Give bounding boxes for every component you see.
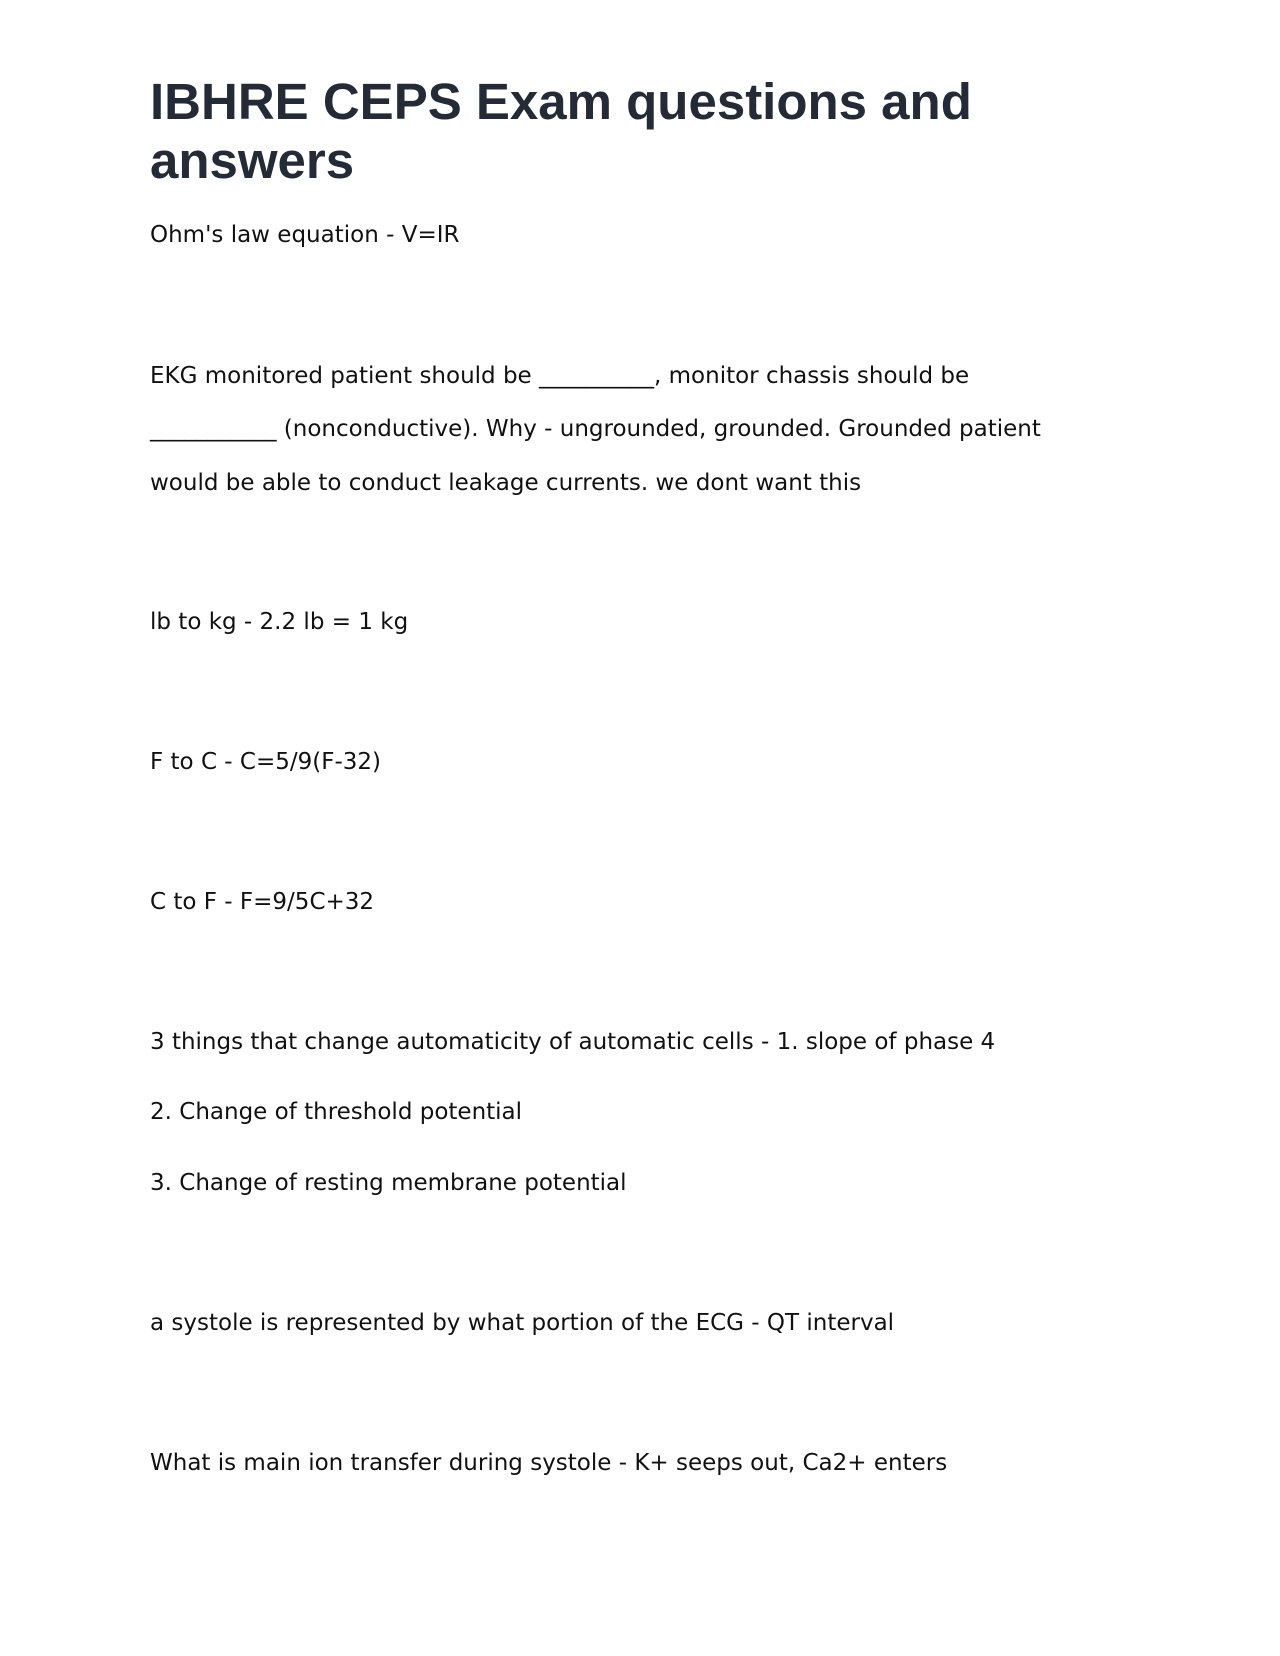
qa-c-to-f: C to F - F=9/5C+32 — [150, 889, 375, 915]
qa-lb-to-kg: lb to kg - 2.2 lb = 1 kg — [150, 609, 409, 635]
qa-systole-ecg: a systole is represented by what portion of the ECG - QT interval — [150, 1310, 895, 1336]
qa-ohms-law: Ohm's law equation - V=IR — [150, 222, 460, 248]
qa-ekg-grounding-line-2: ___________ (nonconductive). Why - ungrounded, grounded. Grounded patient — [150, 416, 1041, 442]
qa-ion-transfer: What is main ion transfer during systole - K+ seeps out, Ca2+ enters — [150, 1450, 948, 1476]
qa-automaticity-line-3: 3. Change of resting membrane potential — [150, 1170, 627, 1196]
qa-ekg-grounding-line-1: EKG monitored patient should be __________, monitor chassis should be — [150, 363, 970, 389]
qa-automaticity-line-2: 2. Change of threshold potential — [150, 1099, 523, 1125]
qa-automaticity-line-1: 3 things that change automaticity of automatic cells - 1. slope of phase 4 — [150, 1029, 996, 1055]
qa-f-to-c: F to C - C=5/9(F-32) — [150, 749, 382, 775]
page-title: IBHRE CEPS Exam questions and answers — [150, 73, 972, 189]
qa-ekg-grounding-line-3: would be able to conduct leakage currents. we dont want this — [150, 470, 862, 496]
